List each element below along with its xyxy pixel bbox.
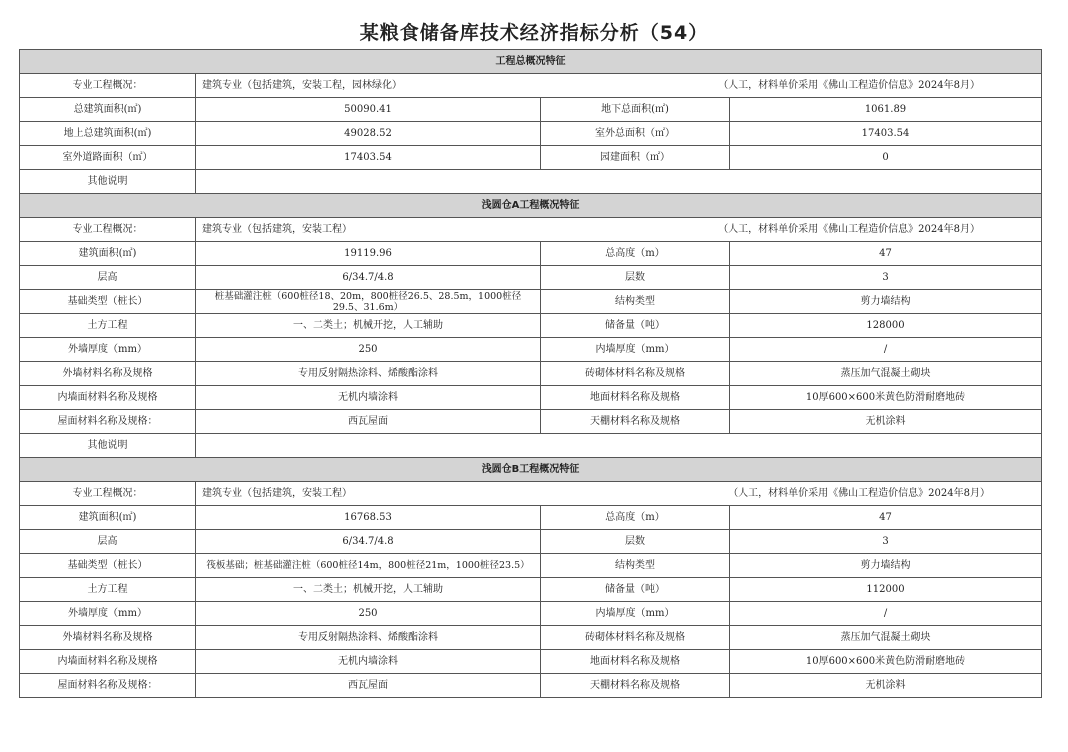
table-row [20,98,1042,122]
other-notes-row [20,170,1042,194]
table-row [20,650,1042,674]
row-label: 基础类型（桩长） [20,554,196,578]
row-value: 筏板基础；桩基础灌注桩（600桩径14m，800桩径21m，1000桩径23.5） [196,554,541,578]
row-value: 蒸压加气混凝土砌块 [730,626,1042,650]
row-value: 3 [730,266,1042,290]
row-value: 6/34.7/4.8 [196,266,541,290]
row-value: 无机内墙涂料 [196,650,541,674]
row-label: 地面材料名称及规格 [541,650,730,674]
row-label: 室外道路面积（㎡） [20,146,196,170]
row-label: 土方工程 [20,314,196,338]
row-value: 桩基础灌注桩（600桩径18、20m，800桩径26.5、28.5m，1000桩径29.5、31.6m） [196,290,541,314]
row-label: 总高度（m） [541,242,730,266]
row-label: 层高 [20,266,196,290]
row-label: 层数 [541,266,730,290]
row-value: 一、二类土；机械开挖，人工辅助 [196,314,541,338]
indicator-table [19,49,1042,698]
row-value: 6/34.7/4.8 [196,530,541,554]
row-label: 屋面材料名称及规格： [20,410,196,434]
row-label: 基础类型（桩长） [20,290,196,314]
overview-scope: 建筑专业（包括建筑，安装工程） [202,223,352,235]
table-row [20,314,1042,338]
row-label: 砖砌体材料名称及规格 [541,626,730,650]
row-label: 内墙面材料名称及规格 [20,650,196,674]
section-header-row [20,458,1042,482]
overview-label: 专业工程概况： [20,74,196,98]
row-value: 19119.96 [196,242,541,266]
row-value: 10厚600×600米黄色防滑耐磨地砖 [730,650,1042,674]
row-label: 储备量（吨） [541,314,730,338]
overview-row [20,218,1042,242]
overview-cell [196,482,1042,506]
overview-price-source: （人工，材料单价采用《佛山工程造价信息》2024年8月） [718,79,980,91]
table-row [20,266,1042,290]
row-value: 47 [730,242,1042,266]
row-label: 建筑面积(㎡) [20,242,196,266]
overview-row [20,482,1042,506]
row-value: 一、二类土；机械开挖，人工辅助 [196,578,541,602]
row-value: 专用反射隔热涂料、烯酸酯涂料 [196,362,541,386]
overview-scope: 建筑专业（包括建筑，安装工程） [202,487,352,499]
row-label: 内墙厚度（mm） [541,338,730,362]
row-label: 外墙材料名称及规格 [20,362,196,386]
row-label: 屋面材料名称及规格： [20,674,196,698]
table-row [20,338,1042,362]
other-notes-label: 其他说明 [20,434,196,458]
row-label: 层高 [20,530,196,554]
row-label: 内墙厚度（mm） [541,602,730,626]
row-value: / [730,602,1042,626]
row-label: 层数 [541,530,730,554]
row-label: 室外总面积（㎡） [541,122,730,146]
other-notes-row [20,434,1042,458]
row-label: 外墙材料名称及规格 [20,626,196,650]
table-row [20,290,1042,314]
row-value: 17403.54 [730,122,1042,146]
row-label: 外墙厚度（mm） [20,602,196,626]
other-notes-label: 其他说明 [20,170,196,194]
row-label: 土方工程 [20,578,196,602]
row-value: 无机内墙涂料 [196,386,541,410]
row-value: 无机涂料 [730,410,1042,434]
table-row [20,146,1042,170]
table-row [20,242,1042,266]
table-row [20,410,1042,434]
row-value: / [730,338,1042,362]
row-label: 结构类型 [541,554,730,578]
row-label: 天棚材料名称及规格 [541,410,730,434]
row-value: 1061.89 [730,98,1042,122]
section-header-row [20,50,1042,74]
other-notes-value [196,434,1042,458]
row-label: 天棚材料名称及规格 [541,674,730,698]
page-title: 某粮食储备库技术经济指标分析（54） [359,22,709,44]
table-row [20,554,1042,578]
overview-label: 专业工程概况： [20,218,196,242]
row-label: 园建面积（㎡） [541,146,730,170]
row-value: 112000 [730,578,1042,602]
row-value: 无机涂料 [730,674,1042,698]
overview-cell [196,218,1042,242]
overview-row [20,74,1042,98]
table-row [20,122,1042,146]
row-label: 总建筑面积(㎡) [20,98,196,122]
row-label: 地面材料名称及规格 [541,386,730,410]
row-value: 专用反射隔热涂料、烯酸酯涂料 [196,626,541,650]
row-value: 49028.52 [196,122,541,146]
row-value: 250 [196,602,541,626]
overview-price-source: （人工，材料单价采用《佛山工程造价信息》2024年8月） [718,223,980,235]
table-row [20,626,1042,650]
row-value: 蒸压加气混凝土砌块 [730,362,1042,386]
row-label: 地下总面积(㎡) [541,98,730,122]
overview-scope: 建筑专业（包括建筑，安装工程，园林绿化） [202,79,402,91]
row-value: 10厚600×600米黄色防滑耐磨地砖 [730,386,1042,410]
row-label: 储备量（吨） [541,578,730,602]
section-header: 浅圆仓A工程概况特征 [20,194,1042,218]
row-value: 剪力墙结构 [730,554,1042,578]
row-label: 外墙厚度（mm） [20,338,196,362]
table-row [20,602,1042,626]
table-row [20,386,1042,410]
row-value: 西瓦屋面 [196,674,541,698]
table-row [20,674,1042,698]
section-header-row [20,194,1042,218]
overview-label: 专业工程概况： [20,482,196,506]
section-header: 工程总概况特征 [20,50,1042,74]
table-row [20,362,1042,386]
row-value: 3 [730,530,1042,554]
row-value: 50090.41 [196,98,541,122]
row-label: 建筑面积(㎡) [20,506,196,530]
overview-price-source: （人工，材料单价采用《佛山工程造价信息》2024年8月） [728,487,990,499]
table-row [20,506,1042,530]
table-row [20,578,1042,602]
row-label: 砖砌体材料名称及规格 [541,362,730,386]
other-notes-value [196,170,1042,194]
overview-cell [196,74,1042,98]
row-value: 128000 [730,314,1042,338]
row-label: 地上总建筑面积(㎡) [20,122,196,146]
row-value: 西瓦屋面 [196,410,541,434]
table-row [20,530,1042,554]
row-value: 剪力墙结构 [730,290,1042,314]
row-value: 16768.53 [196,506,541,530]
row-label: 总高度（m） [541,506,730,530]
row-label: 结构类型 [541,290,730,314]
row-value: 47 [730,506,1042,530]
row-label: 内墙面材料名称及规格 [20,386,196,410]
row-value: 250 [196,338,541,362]
section-header: 浅圆仓B工程概况特征 [20,458,1042,482]
row-value: 17403.54 [196,146,541,170]
row-value: 0 [730,146,1042,170]
